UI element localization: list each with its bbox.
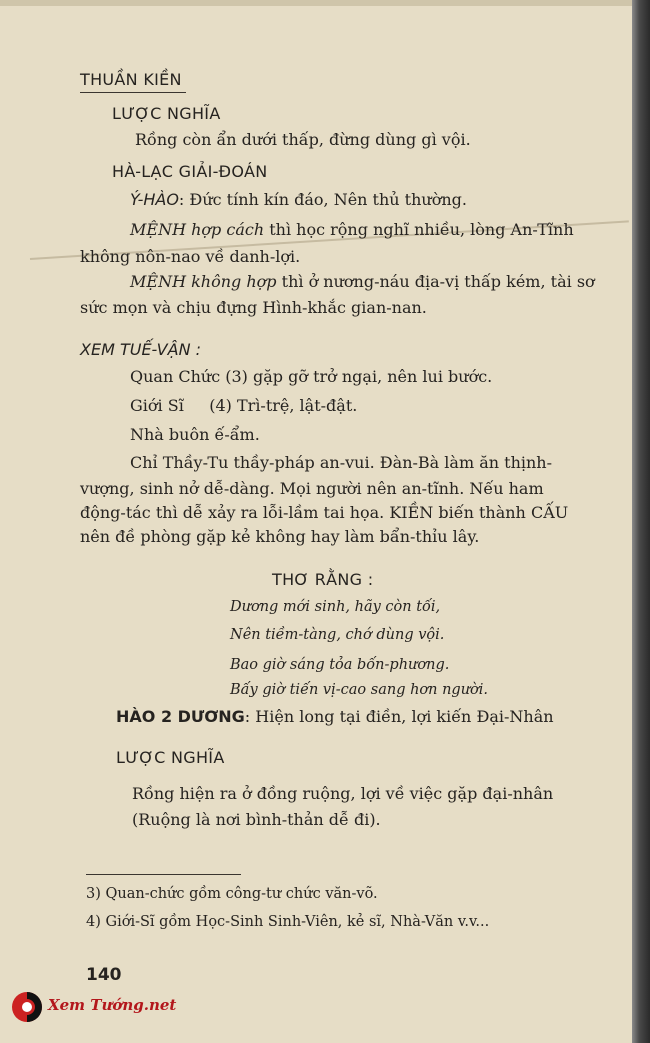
tue-van-line-2: Giới Sĩ (4) Trì-trệ, lật-đật. [130,396,358,415]
watermark-text: Xem Tướng.net [48,996,177,1014]
yin-yang-icon [12,992,42,1022]
footnote-3: 3) Quan-chức gồm công-tư chức văn-võ. [86,886,378,902]
tue-van-para-line-3: động-tác thì dễ xảy ra lỗi-lầm tai họa. KIỀN biến thành CẤU [80,503,569,522]
poem-line-1: Dương mới sinh, hãy còn tối, [230,599,441,615]
running-head-underline [80,92,186,93]
y-hao-line [130,190,467,210]
section-heading-xem-tue-van: XEM TUẾ-VẬN : [80,340,202,359]
menh-hop-label: MỆNH hợp cách [130,220,265,239]
hao-2-line [116,707,554,727]
page-number: 140 [86,965,122,985]
poem-line-4: Bấy giờ tiến vị-cao sang hơn người. [230,682,489,698]
section-heading-ha-lac: HÀ-LẠC GIẢI-ĐOÁN [112,162,268,181]
menh-khong-label: MỆNH không hợp [130,272,277,291]
tue-van-line-3: Nhà buôn ế-ẩm. [130,425,260,444]
poem-line-3: Bao giờ sáng tỏa bốn-phương. [230,657,450,673]
footnote-rule [86,874,241,875]
tue-van-para-line-1: Chỉ Thầy-Tu thầy-pháp an-vui. Đàn-Bà làm ăn thịnh- [130,453,553,472]
y-hao-text: : Đức tính kín đáo, Nên thủ thường. [178,190,467,209]
luoc-nghia-text: Rồng còn ẩn dưới thấp, đừng dùng gì vội. [135,130,471,149]
watermark-logo[interactable] [8,988,183,1028]
section-heading-luoc-nghia-2: LƯỢC NGHĨA [116,748,225,767]
hao-2-label: HÀO 2 DƯƠNG [116,707,245,726]
luoc-nghia-2-line-1: Rồng hiện ra ở đồng ruộng, lợi về việc gặp đại-nhân [132,784,554,803]
menh-hop-text-2: không nôn-nao về danh-lợi. [80,247,301,266]
luoc-nghia-2-line-2: (Ruộng là nơi bình-thản dễ đi). [132,810,381,829]
hao-2-text: : Hiện long tại điền, lợi kiến Đại-Nhân [244,707,554,726]
page-top-edge [0,0,632,6]
menh-khong-text-2: sức mọn và chịu đựng Hình-khắc gian-nan. [80,298,427,317]
footnote-4: 4) Giới-Sĩ gồm Học-Sinh Sinh-Viên, kẻ sĩ, Nhà-Văn v.v... [86,914,490,930]
poem-line-2: Nên tiềm-tàng, chớ dùng vội. [230,627,445,643]
tue-van-para-line-4: nên đề phòng gặp kẻ không hay làm bẩn-thỉu lây. [80,527,480,546]
tue-van-para-line-2: vượng, sinh nở dễ-dàng. Mọi người nên an-tĩnh. Nếu ham [80,479,544,498]
tue-van-line-1: Quan Chức (3) gặp gỡ trở ngại, nên lui bước. [130,367,493,386]
menh-khong-line [130,272,595,292]
book-spine [632,0,650,1043]
y-hao-label: Ý-HÀO [130,190,179,209]
menh-hop-line [130,220,574,240]
running-head: THUẦN KIỀN [80,70,182,89]
menh-khong-text-1: thì ở nương-náu địa-vị thấp kém, tài sơ [276,272,595,291]
menh-hop-text-1: thì học rộng nghĩ nhiều, lòng An-Tĩnh [264,220,574,239]
section-heading-luoc-nghia: LƯỢC NGHĨA [112,104,221,123]
poem-heading: THƠ RẰNG : [272,570,374,589]
